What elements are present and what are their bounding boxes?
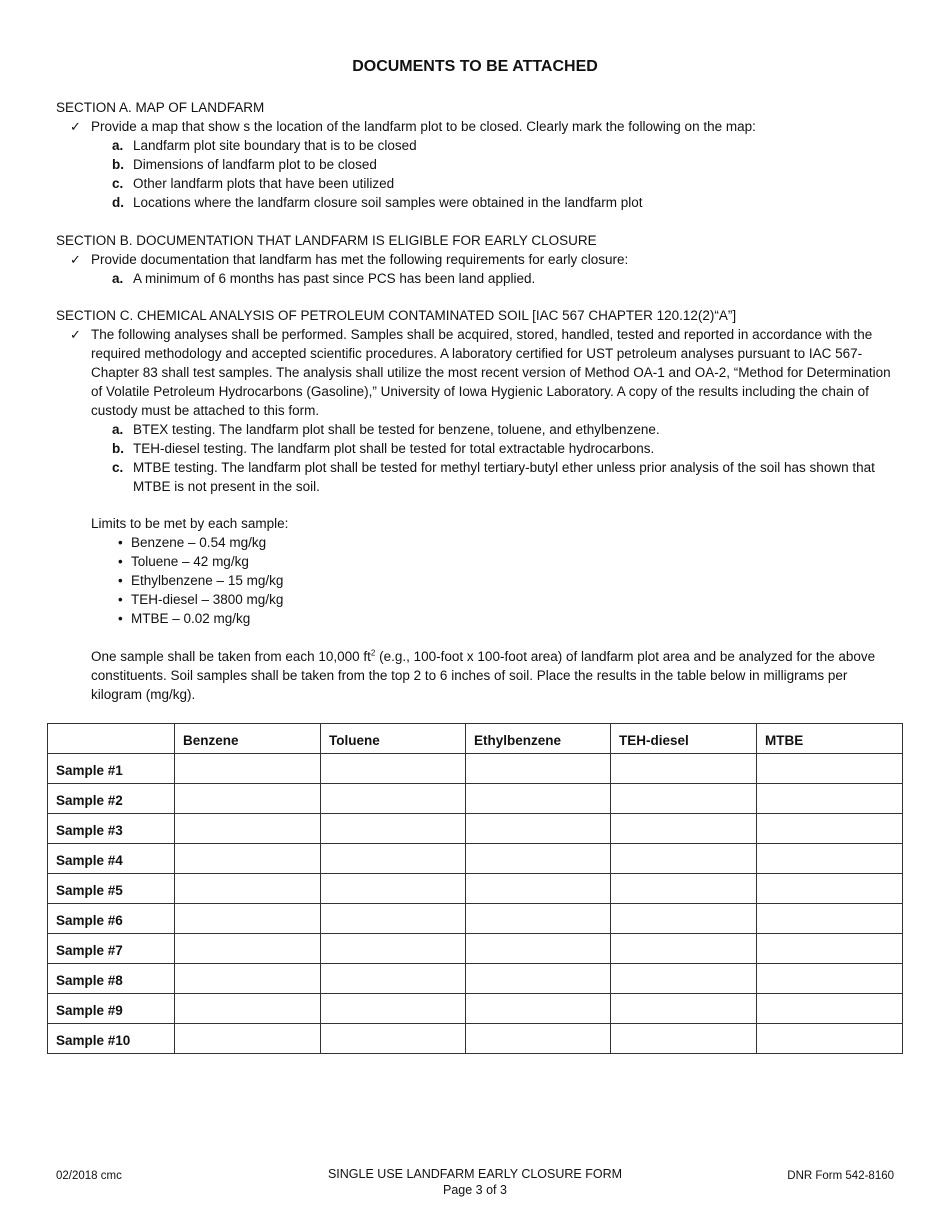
table-row xyxy=(48,904,903,934)
ethylbenzene-entry-cell[interactable] xyxy=(466,874,611,904)
limits-list xyxy=(118,533,283,628)
section-b-list xyxy=(112,269,902,288)
bullet-icon: • xyxy=(118,611,123,626)
section-c-check-item xyxy=(70,325,900,420)
section-b-check-item xyxy=(70,250,900,269)
section-b-heading: SECTION B. DOCUMENTATION THAT LANDFARM IS ELIGIBLE FOR EARLY CLOSURE xyxy=(56,233,597,248)
list-item: c. Other landfarm plots that have been utilized xyxy=(112,176,395,191)
toluene-entry-cell[interactable] xyxy=(321,1024,466,1054)
teh-diesel-entry-cell[interactable] xyxy=(611,994,757,1024)
table-row xyxy=(48,934,903,964)
mtbe-entry-cell[interactable] xyxy=(757,934,903,964)
ethylbenzene-entry-cell[interactable] xyxy=(466,1024,611,1054)
section-a-check-text: Provide a map that show s the location of the landfarm plot to be closed. Clearly mark the following on the map: xyxy=(91,119,756,134)
bullet-icon: • xyxy=(118,535,123,550)
footer-form-number: DNR Form 542-8160 xyxy=(787,1170,894,1182)
list-item: a. A minimum of 6 months has past since PCS has been land applied. xyxy=(112,271,536,286)
ethylbenzene-entry-cell[interactable] xyxy=(466,994,611,1024)
row-label: Sample #5 xyxy=(48,874,175,904)
row-label: Sample #1 xyxy=(48,754,175,784)
mtbe-entry-cell[interactable] xyxy=(757,814,903,844)
row-label: Sample #4 xyxy=(48,844,175,874)
page-title: DOCUMENTS TO BE ATTACHED xyxy=(352,58,598,75)
table-header-cell: Ethylbenzene xyxy=(466,724,611,754)
list-item: a. Landfarm plot site boundary that is to be closed xyxy=(112,138,417,153)
table-row xyxy=(48,844,903,874)
list-item: • TEH-diesel – 3800 mg/kg xyxy=(118,592,284,607)
mtbe-entry-cell[interactable] xyxy=(757,784,903,814)
teh-diesel-entry-cell[interactable] xyxy=(611,964,757,994)
table-header-cell: Benzene xyxy=(175,724,321,754)
footer-date-code: 02/2018 cmc xyxy=(56,1170,122,1182)
toluene-entry-cell[interactable] xyxy=(321,964,466,994)
benzene-entry-cell[interactable] xyxy=(175,904,321,934)
table-row xyxy=(48,814,903,844)
toluene-entry-cell[interactable] xyxy=(321,814,466,844)
checkmark-icon: ✓ xyxy=(70,327,81,342)
ethylbenzene-entry-cell[interactable] xyxy=(466,814,611,844)
teh-diesel-entry-cell[interactable] xyxy=(611,1024,757,1054)
mtbe-entry-cell[interactable] xyxy=(757,994,903,1024)
section-c-list xyxy=(112,420,902,496)
teh-diesel-entry-cell[interactable] xyxy=(611,844,757,874)
benzene-entry-cell[interactable] xyxy=(175,814,321,844)
teh-diesel-entry-cell[interactable] xyxy=(611,784,757,814)
mtbe-entry-cell[interactable] xyxy=(757,874,903,904)
list-item: a. BTEX testing. The landfarm plot shall be tested for benzene, toluene, and ethylbenzene. xyxy=(112,422,660,437)
benzene-entry-cell[interactable] xyxy=(175,874,321,904)
mtbe-entry-cell[interactable] xyxy=(757,1024,903,1054)
table-row xyxy=(48,784,903,814)
limits-title: Limits to be met by each sample: xyxy=(91,516,289,531)
list-item: b. Dimensions of landfarm plot to be closed xyxy=(112,157,377,172)
bullet-icon: • xyxy=(118,554,123,569)
benzene-entry-cell[interactable] xyxy=(175,964,321,994)
list-item: • Ethylbenzene – 15 mg/kg xyxy=(118,573,284,588)
teh-diesel-entry-cell[interactable] xyxy=(611,874,757,904)
row-label: Sample #7 xyxy=(48,934,175,964)
toluene-entry-cell[interactable] xyxy=(321,904,466,934)
table-header-row xyxy=(48,724,903,754)
teh-diesel-entry-cell[interactable] xyxy=(611,754,757,784)
row-label: Sample #6 xyxy=(48,904,175,934)
benzene-entry-cell[interactable] xyxy=(175,754,321,784)
row-label: Sample #9 xyxy=(48,994,175,1024)
table-header-cell: TEH-diesel xyxy=(611,724,757,754)
table-header-cell: MTBE xyxy=(757,724,903,754)
benzene-entry-cell[interactable] xyxy=(175,844,321,874)
bullet-icon: • xyxy=(118,592,123,607)
ethylbenzene-entry-cell[interactable] xyxy=(466,934,611,964)
list-item: b. TEH-diesel testing. The landfarm plot shall be tested for total extractable hydrocarbons. xyxy=(112,441,655,456)
list-item: • MTBE – 0.02 mg/kg xyxy=(118,611,251,626)
section-a-heading: SECTION A. MAP OF LANDFARM xyxy=(56,100,265,115)
checkmark-icon: ✓ xyxy=(70,252,81,267)
footer-form-title: SINGLE USE LANDFARM EARLY CLOSURE FORM xyxy=(327,1167,623,1181)
ethylbenzene-entry-cell[interactable] xyxy=(466,754,611,784)
list-item: • Toluene – 42 mg/kg xyxy=(118,554,249,569)
ethylbenzene-entry-cell[interactable] xyxy=(466,784,611,814)
list-item: • Benzene – 0.54 mg/kg xyxy=(118,535,267,550)
toluene-entry-cell[interactable] xyxy=(321,784,466,814)
ethylbenzene-entry-cell[interactable] xyxy=(466,904,611,934)
list-item: c. MTBE testing. The landfarm plot shall be tested for methyl tertiary-butyl ether unless prior analysis of the soil has shown that MTBE is not present in the soil. xyxy=(112,460,875,494)
table-header-cell: Toluene xyxy=(321,724,466,754)
mtbe-entry-cell[interactable] xyxy=(757,904,903,934)
table-row xyxy=(48,874,903,904)
table-row xyxy=(48,1024,903,1054)
toluene-entry-cell[interactable] xyxy=(321,994,466,1024)
ethylbenzene-entry-cell[interactable] xyxy=(466,964,611,994)
section-a-check-item xyxy=(70,117,900,136)
mtbe-entry-cell[interactable] xyxy=(757,754,903,784)
table-row xyxy=(48,964,903,994)
mtbe-entry-cell[interactable] xyxy=(757,964,903,994)
benzene-entry-cell[interactable] xyxy=(175,994,321,1024)
benzene-entry-cell[interactable] xyxy=(175,1024,321,1054)
row-label: Sample #3 xyxy=(48,814,175,844)
teh-diesel-entry-cell[interactable] xyxy=(611,814,757,844)
table-header-cell xyxy=(48,724,175,754)
list-item: d. Locations where the landfarm closure soil samples were obtained in the landfarm plot xyxy=(112,195,643,210)
benzene-entry-cell[interactable] xyxy=(175,934,321,964)
toluene-entry-cell[interactable] xyxy=(321,934,466,964)
footer-page-number: Page 3 of 3 xyxy=(443,1183,507,1197)
bullet-icon: • xyxy=(118,573,123,588)
section-c-check-text: The following analyses shall be performed. Samples shall be acquired, stored, handled, tested and reported in accordance with the required methodology and accepted scientific procedures. A laboratory certified for UST petroleum analyses pursuant to IAC 567-Chapter 83 shall test samples. The analysis shall utilize the most recent version of Method OA-1 and OA-2, “Method for Determination of Volatile Petroleum Hydrocarbons (Gasoline),” University of Iowa Hygienic Laboratory. A copy of the results including the chain of custody must be attached to this form. xyxy=(91,327,891,418)
toluene-entry-cell[interactable] xyxy=(321,754,466,784)
toluene-entry-cell[interactable] xyxy=(321,844,466,874)
sampling-paragraph: One sample shall be taken from each 10,000 $ft^2$ (e.g., 100-foot x 100-foot area) of landfarm plot area and be analyzed for the above constituents. Soil samples shall be taken from the top 2 to 6 inches of soil. Place the results in the table below in milligrams per kilogram (mg/kg). xyxy=(91,648,876,702)
row-label: Sample #2 xyxy=(48,784,175,814)
teh-diesel-entry-cell[interactable] xyxy=(611,934,757,964)
mtbe-entry-cell[interactable] xyxy=(757,844,903,874)
benzene-entry-cell[interactable] xyxy=(175,784,321,814)
teh-diesel-entry-cell[interactable] xyxy=(611,904,757,934)
section-a-list xyxy=(112,136,902,212)
section-c-heading: SECTION C. CHEMICAL ANALYSIS OF PETROLEUM CONTAMINATED SOIL [IAC 567 CHAPTER 120.12(2)“A”] xyxy=(56,308,737,323)
section-b-check-text: Provide documentation that landfarm has met the following requirements for early closure: xyxy=(91,252,629,267)
row-label: Sample #8 xyxy=(48,964,175,994)
toluene-entry-cell[interactable] xyxy=(321,874,466,904)
results-table xyxy=(47,723,903,1054)
table-row xyxy=(48,994,903,1024)
ethylbenzene-entry-cell[interactable] xyxy=(466,844,611,874)
checkmark-icon: ✓ xyxy=(70,119,81,134)
row-label: Sample #10 xyxy=(48,1024,175,1054)
table-row xyxy=(48,754,903,784)
